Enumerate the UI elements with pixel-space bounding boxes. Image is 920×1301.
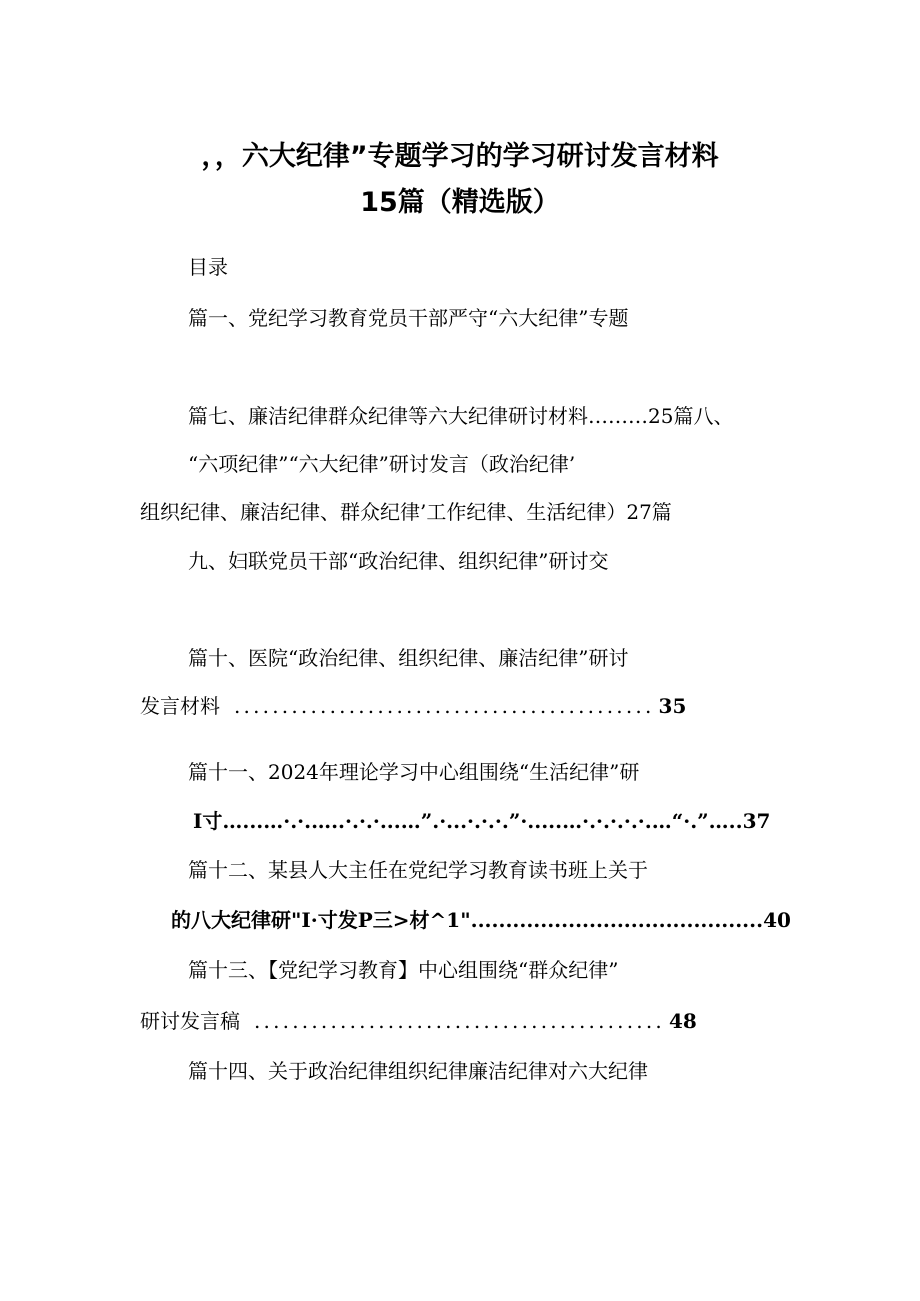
toc-entry-text: 研讨发言稿 xyxy=(140,1009,240,1033)
document-title-line-2: 15篇（精选版） xyxy=(360,187,560,218)
toc-entry-text: 发言材料 xyxy=(140,694,220,718)
toc-line-10: 的八大纪律研"I·寸发P三>材^1"..........................................40 xyxy=(171,908,791,932)
toc-line-4: 组织纪律、廉洁纪律、群众纪律’工作纪律、生活纪律）27篇 xyxy=(140,500,672,524)
toc-line-5: 九、妇联党员干部“政治纪律、组织纪律”研讨交 xyxy=(188,549,609,573)
toc-leader-entry-2 xyxy=(140,1008,697,1034)
toc-line-6: 篇十、医院“政治纪律、组织纪律、廉洁纪律”研讨 xyxy=(188,646,629,670)
document-title-line-1: ，，六大纪律”专题学习的学习研讨发言材料 xyxy=(201,141,719,172)
toc-line-1: 篇一、党纪学习教育党员干部严守“六大纪律”专题 xyxy=(188,306,629,330)
toc-leader-dots: ........................................... xyxy=(254,1009,665,1033)
toc-leader-dots: ............................................ xyxy=(234,694,655,718)
toc-line-12: 篇十四、关于政治纪律组织纪律廉洁纪律对六大纪律 xyxy=(188,1059,648,1083)
toc-page-number: 48 xyxy=(668,1009,697,1033)
toc-line-8: I寸…...…·.·.…..·.·.·...…”.·...·.·.·.”·.....…·.·.·.·.·.…“·.”…..37 xyxy=(193,809,771,833)
toc-line-2: 篇七、廉洁纪律群众纪律等六大纪律研讨材料………25篇八、 xyxy=(188,404,734,428)
toc-line-3: “六项纪律”“六大纪律”研讨发言（政治纪律’ xyxy=(188,452,576,476)
toc-heading: 目录 xyxy=(188,255,228,279)
toc-line-11: 篇十三、【党纪学习教育】中心组围绕“群众纪律” xyxy=(188,958,619,982)
toc-line-7: 篇十一、2024年理论学习中心组围绕“生活纪律”研 xyxy=(188,760,640,784)
toc-line-9: 篇十二、某县人大主任在党纪学习教育读书班上关于 xyxy=(188,858,648,882)
toc-leader-entry-1 xyxy=(140,693,686,719)
toc-page-number: 35 xyxy=(658,694,687,718)
